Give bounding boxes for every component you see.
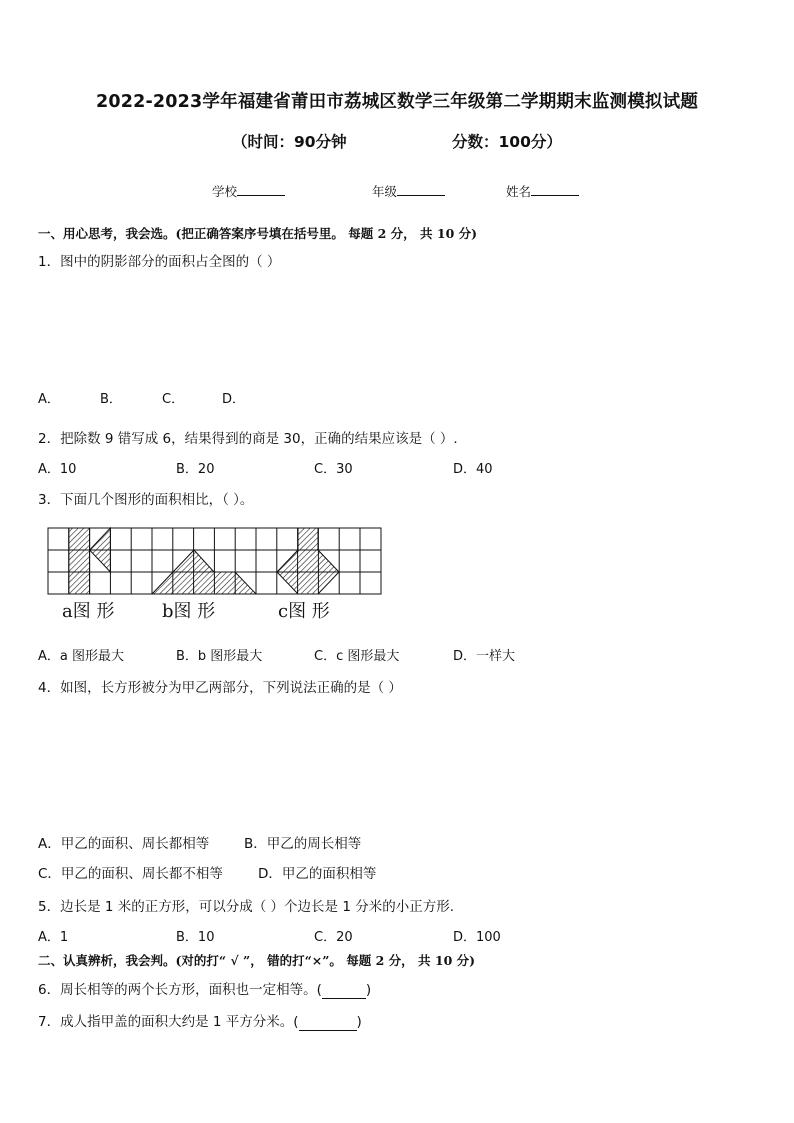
shape-c-shape: [277, 528, 339, 594]
school-label: 学校: [212, 184, 238, 199]
question-1: 1．图中的阴影部分的面积占全图的（ ）: [38, 254, 281, 270]
question-3: 3．下面几个图形的面积相比，（ ）。: [38, 492, 254, 508]
grade-field: [372, 182, 445, 200]
grade-blank[interactable]: [397, 182, 445, 196]
q5-option-d[interactable]: D．100: [453, 930, 501, 945]
q7-text: 7．成人指甲盖的面积大约是 1 平方分米。(: [38, 1014, 299, 1030]
question-5: 5．边长是 1 米的正方形，可以分成（ ）个边长是 1 分米的小正方形.: [38, 899, 455, 915]
grade-label: 年级: [372, 184, 398, 199]
figure-label-a: a图 形: [62, 601, 115, 622]
exam-title: 2022-2023学年福建省莆田市荔城区数学三年级第二学期期末监测模拟试题: [95, 92, 699, 112]
q3-option-a[interactable]: A．a 图形最大: [38, 649, 124, 664]
q4-option-a[interactable]: A．甲乙的面积、周长都相等: [38, 836, 210, 852]
q3-option-c[interactable]: C．c 图形最大: [314, 649, 400, 664]
question-7: [38, 1010, 362, 1031]
q4-option-b[interactable]: B．甲乙的周长相等: [244, 836, 362, 852]
q4-option-c[interactable]: C．甲乙的面积、周长都不相等: [38, 866, 223, 882]
q5-option-a[interactable]: A．1: [38, 930, 69, 945]
exam-score: 分数：100分）: [452, 133, 562, 151]
q1-option-c[interactable]: C．: [162, 392, 185, 407]
q1-option-b[interactable]: B．: [100, 392, 122, 407]
q6-close: ): [365, 982, 372, 998]
q7-close: ): [356, 1014, 362, 1030]
q2-option-a[interactable]: A．10: [38, 462, 77, 477]
question-2: 2．把除数 9 错写成 6，结果得到的商是 30，正确的结果应该是（ ）.: [38, 431, 458, 447]
figure-label-c: c图 形: [278, 601, 330, 622]
question-6: [38, 978, 371, 999]
q6-answer-blank[interactable]: [322, 982, 366, 999]
exam-time: （时间：90分钟: [232, 133, 347, 151]
section2-title: 二、认真辨析，我会判。(对的打“ √ ”， 错的打“×”。 每题 2 分， 共 10 分): [38, 953, 476, 968]
q3-option-d[interactable]: D．一样大: [453, 649, 516, 664]
q1-option-a[interactable]: A．: [38, 392, 60, 407]
name-blank[interactable]: [531, 182, 579, 196]
q4-option-d[interactable]: D．甲乙的面积相等: [258, 866, 377, 882]
name-label: 姓名: [506, 184, 532, 199]
section1-title: 一、用心思考，我会选。(把正确答案序号填在括号里。 每题 2 分， 共 10 分): [38, 226, 478, 241]
q1-option-d[interactable]: D．: [222, 392, 246, 407]
q2-option-b[interactable]: B．20: [176, 462, 215, 477]
question-4: 4．如图，长方形被分为甲乙两部分，下列说法正确的是（ ）: [38, 680, 402, 696]
school-field: [212, 182, 285, 200]
q5-option-b[interactable]: B．10: [176, 930, 215, 945]
q3-option-b[interactable]: B．b 图形最大: [176, 649, 263, 664]
q5-option-c[interactable]: C．20: [314, 930, 353, 945]
figure-label-b: b图 形: [162, 601, 216, 622]
q6-text: 6．周长相等的两个长方形，面积也一定相等。(: [38, 982, 322, 998]
q7-answer-blank[interactable]: [299, 1014, 357, 1031]
q2-option-d[interactable]: D．40: [453, 462, 493, 477]
q2-option-c[interactable]: C．30: [314, 462, 353, 477]
school-blank[interactable]: [237, 182, 285, 196]
name-field: [506, 182, 579, 200]
grid-lines: [48, 528, 381, 594]
shape-a-column: [69, 528, 90, 594]
